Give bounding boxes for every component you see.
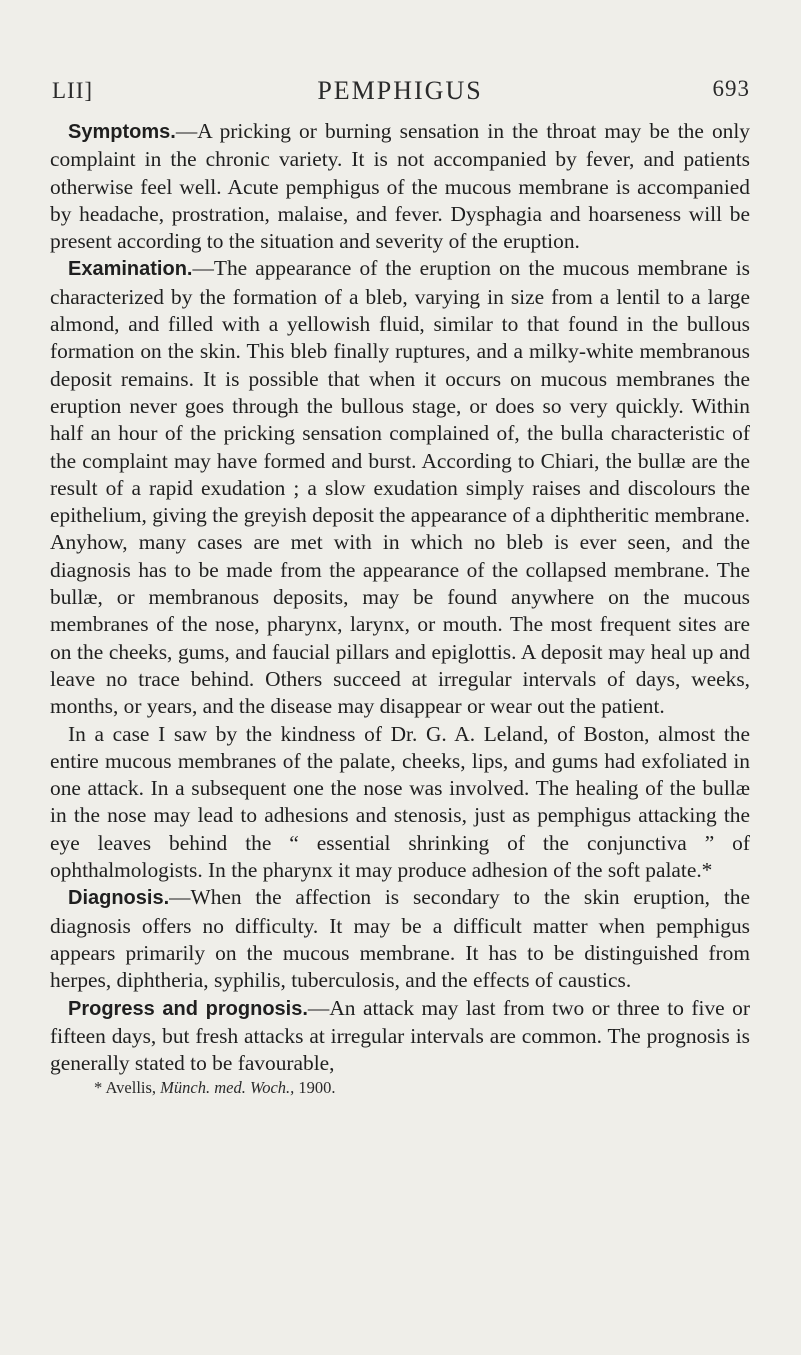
- footnote-year: 1900.: [298, 1078, 336, 1098]
- footnote: [50, 1078, 750, 1098]
- paragraph-examination: [50, 255, 750, 720]
- section-heading: Symptoms.: [68, 121, 176, 143]
- paragraph-text: —When the affection is secondary to the skin eruption, the diagnosis offers no difficulty. It may be a difficult matter when pemphigus appears primarily on the mucous membrane. It has to be distinguished from herpes, diphtheria, syphilis, tuberculosis, and the effects of caustics.: [50, 885, 750, 993]
- footnote-marker: *: [94, 1078, 103, 1098]
- paragraph-text: —A pricking or burning sensation in the throat may be the only complaint in the chronic variety. It is not accompanied by fever, and patients otherwise feel well. Acute pemphigus of the mucous membrane is accompanied by headache, prostration, malaise, and fever. Dysphagia and hoarseness will be present according to the situation and severity of the eruption.: [50, 119, 750, 254]
- paragraph-diagnosis: [50, 884, 750, 994]
- page-title: PEMPHIGUS: [317, 76, 483, 105]
- paragraph-text: —The appearance of the eruption on the mucous membrane is characterized by the formation of a bleb, varying in size from a lentil to a large almond, and filled with a yellowish fluid, similar to that found in the bullous formation on the skin. This bleb finally ruptures, and a milky-white membranous deposit remains. It is possible that when it occurs on mucous membranes the eruption never goes through the bullous stage, or does so very quickly. Within half an hour of the pricking sensation complained of, the bulla characteristic of the complaint may have formed and burst. According to Chiari, the bullæ are the result of a rapid exudation ; a slow exudation simply raises and discolours the epithelium, giving the greyish deposit the appearance of a diphtheritic membrane. Anyhow, many cases are met with in which no bleb is ever seen, and the diagnosis has to be made from the appearance of the collapsed membrane. The bullæ, or membranous deposits, may be found anywhere on the mucous membranes of the nose, pharynx, larynx, or mouth. The most frequent sites are on the cheeks, gums, and faucial pillars and epiglottis. A deposit may heal up and leave no trace behind. Others succeed at irregular intervals of days, weeks, months, or years, and the disease may disappear or wear out the patient.: [50, 256, 750, 719]
- chapter-number: LII]: [52, 78, 94, 103]
- paragraph-symptoms: [50, 118, 750, 255]
- running-head: [50, 78, 750, 118]
- paragraph-text: In a case I saw by the kindness of Dr. G. A. Leland, of Boston, almost the entire mucous membranes of the palate, cheeks, lips, and gums had exfoliated in one attack. In a subsequent one the nose was involved. The healing of the bullæ in the nose may lead to adhesions and stenosis, just as pemphigus attacking the eye leaves behind the “ essential shrinking of the conjunctiva ” of ophthalmologists. In the pharynx it may produce adhesion of the soft palate.*: [50, 721, 750, 883]
- page-content: [50, 78, 750, 1098]
- section-heading: Progress and prognosis.: [68, 997, 308, 1020]
- paragraph-prognosis: [50, 995, 750, 1078]
- paragraph-text: —An attack may last from two or three to five or fifteen days, but fresh attacks at irregular intervals are common. The prognosis is generally stated to be favourable,: [50, 995, 750, 1076]
- page-number: 693: [712, 76, 750, 101]
- footnote-journal: Münch. med. Woch.,: [160, 1078, 295, 1098]
- section-heading: Examination.: [68, 258, 193, 281]
- section-heading: Diagnosis.: [68, 887, 170, 910]
- body-text: [50, 118, 750, 1077]
- footnote-author: Avellis,: [105, 1078, 157, 1098]
- paragraph-case-report: [50, 721, 750, 885]
